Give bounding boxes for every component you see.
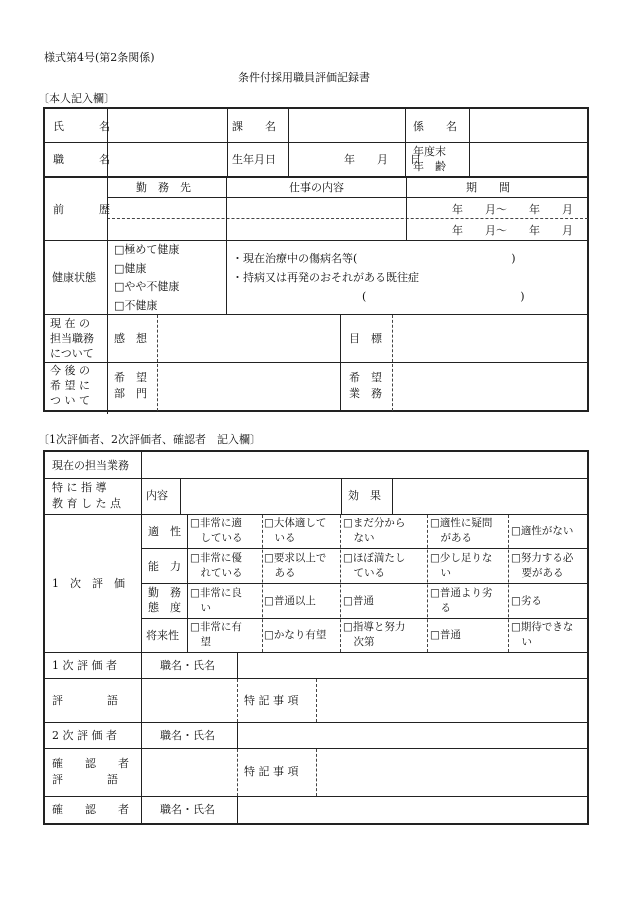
opt-1-0-b: れている xyxy=(190,567,243,579)
health-option-somewhat-unhealthy[interactable]: □やや不健康 xyxy=(114,280,180,293)
opt-0-1-a[interactable]: □大体適して xyxy=(264,517,327,529)
health-note-current-treatment: ・現在治療中の傷病名等( ) xyxy=(232,252,516,265)
criterion-attitude-2: 態 度 xyxy=(148,601,181,614)
opt-1-3-a[interactable]: □少し足りな xyxy=(430,552,493,564)
opt-1-4-a[interactable]: □努力する必 xyxy=(511,552,574,564)
dob-ymd: 年 月 日 xyxy=(344,153,421,166)
future-label-3: つ い て xyxy=(50,394,90,407)
name-label: 氏 名 xyxy=(53,120,122,133)
confirmer-comment-label-2: 評 語 xyxy=(52,773,118,786)
opt-2-0-a[interactable]: □非常に良 xyxy=(190,587,242,599)
history-col-period: 期 間 xyxy=(466,181,510,194)
content-label: 内容 xyxy=(146,489,168,502)
wish-dept-label-1: 希 望 xyxy=(114,371,147,384)
wish-job-label-2: 業 務 xyxy=(349,387,382,400)
post-label: 職 名 xyxy=(53,153,122,166)
current-job-label-2: 担当職務 xyxy=(50,332,94,345)
health-option-very-healthy[interactable]: □極めて健康 xyxy=(114,243,180,256)
opt-0-4-a[interactable]: □適性がない xyxy=(511,525,574,537)
special-notes-label-1: 特 記 事 項 xyxy=(244,694,299,707)
opt-1-3-b: い xyxy=(430,567,451,579)
confirmer-comment-label-1: 確 認 者 xyxy=(52,757,129,770)
special-training-label-2: 教 育 し た 点 xyxy=(52,497,121,510)
health-option-healthy[interactable]: □健康 xyxy=(114,262,147,275)
current-job-label-1: 現 在 の xyxy=(50,317,90,330)
second-evaluator-label: 2 次 評 価 者 xyxy=(52,729,117,742)
opt-2-2-a[interactable]: □普通 xyxy=(343,595,374,607)
first-evaluator-label: 1 次 評 価 者 xyxy=(52,659,117,672)
unit-label: 係 名 xyxy=(413,120,457,133)
opt-0-1-b: いる xyxy=(264,532,296,544)
history-label: 前 歴 xyxy=(53,203,122,216)
opt-3-4-a[interactable]: □期待できな xyxy=(511,621,574,633)
criterion-ability: 能 力 xyxy=(148,560,181,573)
form-number: 様式第4号(第2条関係) xyxy=(44,51,155,64)
criterion-attitude-1: 勤 務 xyxy=(148,586,181,599)
special-training-label-1: 特 に 指 導 xyxy=(52,481,107,494)
self-section-heading: 〔本人記入欄〕 xyxy=(38,92,115,105)
opt-1-4-b: 要がある xyxy=(511,567,564,579)
impression-label: 感 想 xyxy=(114,332,147,345)
opt-2-3-a[interactable]: □普通より劣 xyxy=(430,587,493,599)
health-note-chronic: ・持病又は再発のおそれがある既往症 xyxy=(232,271,419,284)
confirmer-post-name-label: 職名・氏名 xyxy=(160,803,215,816)
second-evaluator-post-name-label: 職名・氏名 xyxy=(160,729,215,742)
opt-1-1-a[interactable]: □要求以上で xyxy=(264,552,327,564)
document-title: 条件付採用職員評価記録書 xyxy=(238,71,370,84)
opt-2-3-b: る xyxy=(430,602,451,614)
opt-0-2-a[interactable]: □まだ分から xyxy=(343,517,406,529)
age-label-line1: 年度末 xyxy=(413,145,446,158)
history-col-content: 仕事の内容 xyxy=(289,181,344,194)
opt-0-2-b: ない xyxy=(343,532,375,544)
confirmer-label: 確 認 者 xyxy=(52,803,129,816)
opt-2-4-a[interactable]: □劣る xyxy=(511,595,542,607)
opt-1-2-a[interactable]: □ほぼ満たし xyxy=(343,552,406,564)
opt-1-0-a[interactable]: □非常に優 xyxy=(190,552,242,564)
future-label-1: 今 後 の xyxy=(50,364,90,377)
current-duty-label: 現在の担当業務 xyxy=(52,459,129,472)
opt-0-3-b: がある xyxy=(430,532,472,544)
health-option-unhealthy[interactable]: □不健康 xyxy=(114,299,158,312)
opt-3-0-b: 望 xyxy=(190,636,211,648)
age-label-line2: 年 齢 xyxy=(413,160,446,173)
opt-0-0-a[interactable]: □非常に適 xyxy=(190,517,242,529)
history-col-workplace: 勤 務 先 xyxy=(136,181,191,194)
opt-0-0-b: している xyxy=(190,532,243,544)
opt-2-1-a[interactable]: □普通以上 xyxy=(264,595,316,607)
effect-label: 効 果 xyxy=(348,489,381,502)
opt-0-3-a[interactable]: □適性に疑問 xyxy=(430,517,493,529)
wish-job-label-1: 希 望 xyxy=(349,371,382,384)
opt-3-3-a[interactable]: □普通 xyxy=(430,629,461,641)
opt-1-2-b: ている xyxy=(343,567,385,579)
opt-3-4-b: い xyxy=(511,636,532,648)
wish-dept-label-2: 部 門 xyxy=(114,387,147,400)
health-note-chronic-field: ( ) xyxy=(362,290,525,303)
opt-3-2-a[interactable]: □指導と努力 xyxy=(343,621,406,633)
opt-3-0-a[interactable]: □非常に有 xyxy=(190,621,242,633)
opt-2-0-b: い xyxy=(190,602,211,614)
future-label-2: 希 望 に xyxy=(50,379,90,392)
history-period-row-1: 年 月～ 年 月 xyxy=(452,203,573,216)
opt-3-2-b: 次第 xyxy=(343,636,375,648)
goal-label: 目 標 xyxy=(349,332,382,345)
comment-label: 評 語 xyxy=(52,694,118,707)
opt-1-1-b: ある xyxy=(264,567,296,579)
criterion-potential: 将来性 xyxy=(146,629,179,642)
criterion-aptitude: 適 性 xyxy=(148,525,181,538)
special-notes-label-2: 特 記 事 項 xyxy=(244,765,299,778)
opt-3-1-a[interactable]: □かなり有望 xyxy=(264,629,327,641)
health-label: 健康状態 xyxy=(52,271,96,284)
first-evaluator-post-name-label: 職名・氏名 xyxy=(160,659,215,672)
section-label: 課 名 xyxy=(232,120,276,133)
first-eval-label: 1 次 評 価 xyxy=(52,577,125,590)
current-job-label-3: について xyxy=(50,347,94,360)
eval-section-heading: 〔1次評価者、2次評価者、確認者 記入欄〕 xyxy=(38,433,261,446)
dob-label: 生年月日 xyxy=(232,153,276,166)
history-period-row-2: 年 月～ 年 月 xyxy=(452,224,573,237)
